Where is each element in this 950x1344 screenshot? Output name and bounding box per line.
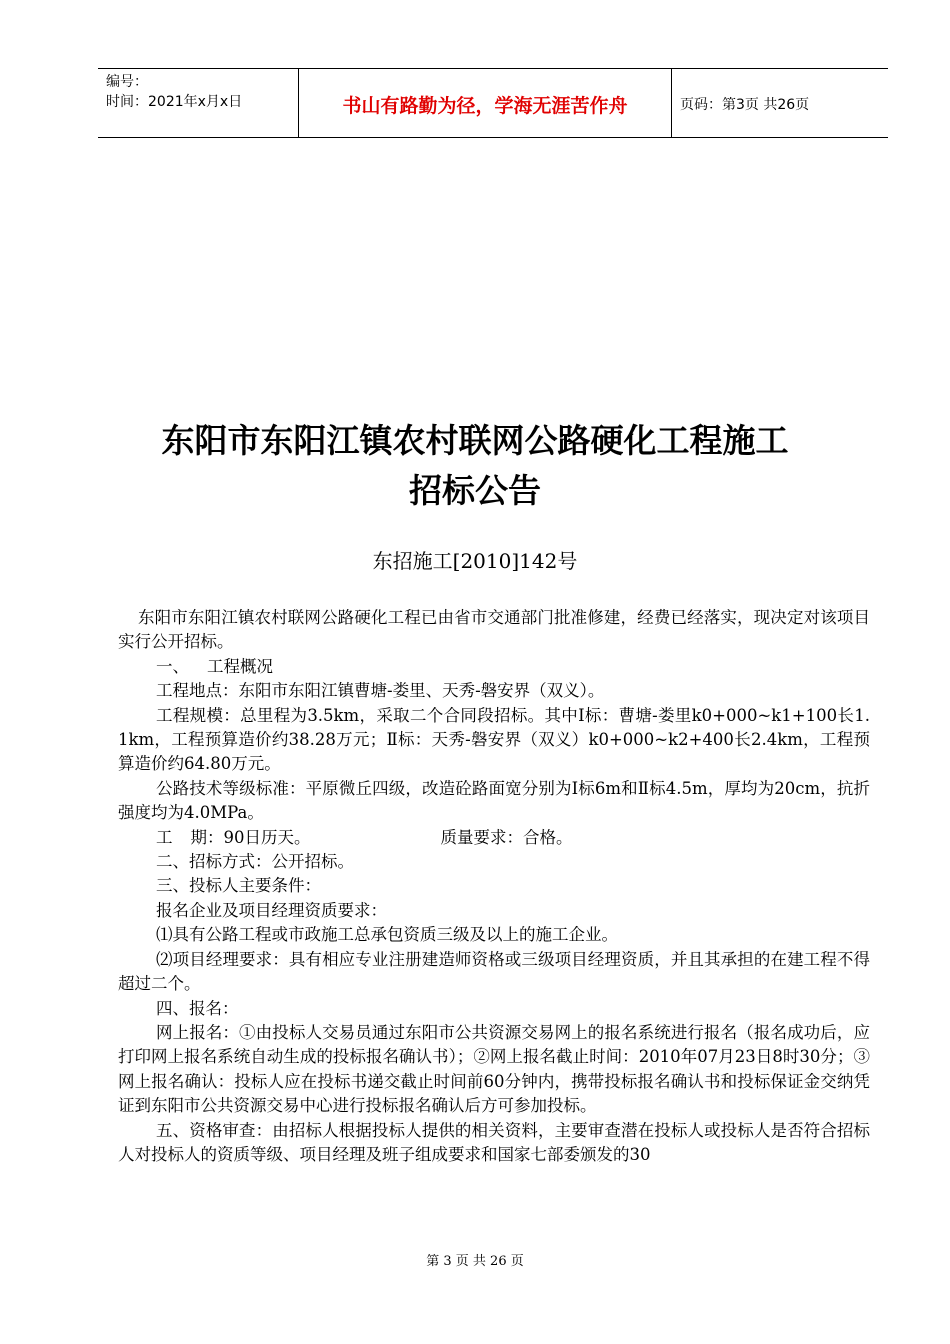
location-paragraph: 工程地点：东阳市东阳江镇曹塘-娄里、天秀-磐安界（双义）。 <box>156 681 605 701</box>
online-registration-paragraph: 网上报名：①由投标人交易员通过东阳市公共资源交易网上的报名系统进行报名（报名成功后，应打印网上报名系统自动生成的投标报名确认书）；②网上报名截止时间：2010年07月23日8时30分；③网上报名确认：投标人应在投标书递交截止时间前60分钟内，携带投标报名确认书和投标保证金交纳凭证到东阳市公共资源交易中心进行投标报名确认后方可参加投标。 <box>118 1022 870 1116</box>
quality-requirement: 质量要求：合格。 <box>440 827 573 847</box>
section-3-paragraph: 三、投标人主要条件： <box>156 876 321 896</box>
period-quality-paragraph <box>118 826 870 850</box>
section-5-paragraph: 五、资格审查：由招标人根据投标人提供的相关资料，主要审查潜在投标人或投标人是否符合招标人对投标人的资质等级、项目经理及班子组成要求和国家七部委颁发的30 <box>118 1120 870 1164</box>
document-title-line2: 招标公告 <box>409 471 541 510</box>
page-info: 页码：第3页 共26页 <box>680 97 810 113</box>
standard-paragraph: 公路技术等级标准：平原微丘四级，改造砼路面宽分别为I标6m和Ⅱ标4.5m，厚均为20cm，抗折强度均为4.0MPa。 <box>118 778 870 823</box>
period-label-a: 工 <box>156 827 173 847</box>
scale-paragraph: 工程规模：总里程为3.5km，采取二个合同段招标。其中I标：曹塘-娄里k0+000~k1+100长1. 1km，工程预算造价约38.28万元；Ⅱ标：天秀-磐安界（双义）k0+000~k2+400长2.4km，工程预算造价约64.80万元。 <box>118 705 870 774</box>
period-label-b: 期：90日历天。 <box>190 827 311 847</box>
section-1-heading <box>118 655 870 679</box>
document-title-line1: 东阳市东阳江镇农村联网公路硬化工程施工 <box>161 421 789 460</box>
document-header <box>98 68 888 138</box>
section-4-paragraph: 四、报名： <box>156 998 239 1018</box>
header-info-cell <box>98 69 299 137</box>
header-motto-cell <box>299 69 672 137</box>
section-2-paragraph: 二、招标方式：公开招标。 <box>156 852 354 872</box>
intro-paragraph: 东阳市东阳江镇农村联网公路硬化工程已由省市交通部门批准修建，经费已经落实，现决定对该项目实行公开招标。 <box>118 608 870 652</box>
page-footer: 第 3 页 共 26 页 <box>426 1254 524 1269</box>
serial-number-label: 编号： <box>106 74 148 90</box>
section-1-number: 一、 <box>156 656 189 676</box>
section-1-title: 工程概况 <box>207 656 273 676</box>
document-body <box>118 606 870 1167</box>
motto-text: 书山有路勤为径，学海无涯苦作舟 <box>342 95 628 117</box>
requirement-2: ⑵项目经理要求：具有相应专业注册建造师资格或三级项目经理资质，并且其承担的在建工程不得超过二个。 <box>118 949 870 994</box>
qualification-requirement: 报名企业及项目经理资质要求： <box>156 900 387 920</box>
requirement-1: ⑴具有公路工程或市政施工总承包资质三级及以上的施工企业。 <box>156 925 618 945</box>
time-label: 时间：2021年x月x日 <box>106 94 243 110</box>
header-page-cell <box>672 69 888 137</box>
document-number: 东招施工[2010]142号 <box>372 549 578 573</box>
